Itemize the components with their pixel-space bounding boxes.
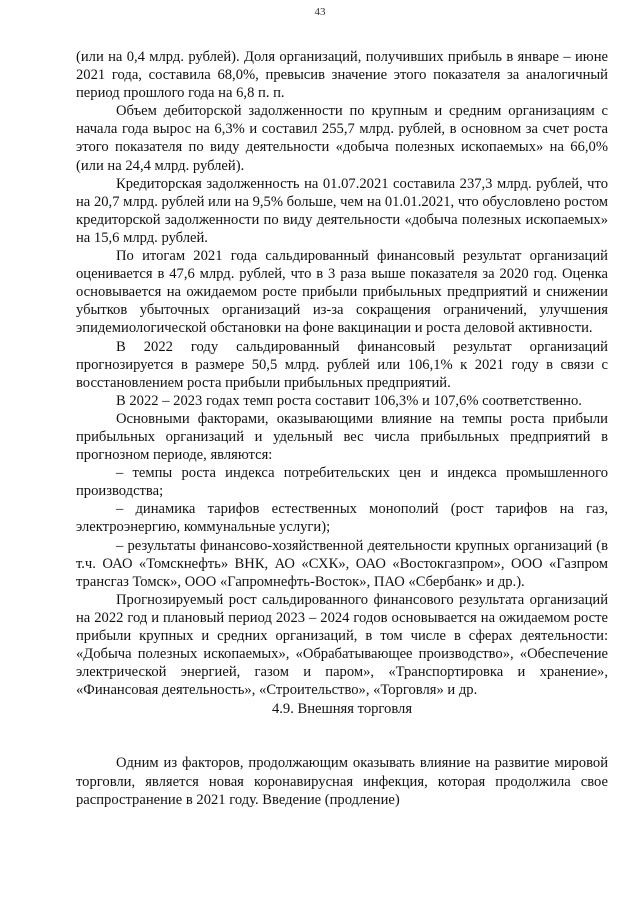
document-body [76,48,608,809]
paragraph-6: В 2022 – 2023 годах темп роста составит 106,3% и 107,6% соответственно. [116,392,582,409]
section-heading: 4.9. Внешняя торговля [271,701,413,718]
page-number: 43 [314,6,326,18]
paragraph-7: Основными факторами, оказывающими влияние на темпы роста прибыли прибыльных организаций и удельный вес числа прибыльных предприятий в прогнозном периоде, являются: [76,410,608,464]
paragraph-5: В 2022 году сальдированный финансовый результат организаций прогнозируется в размере 50,5 млрд. рублей или 106,1% к 2021 году в связи с восстановлением роста прибыли прибыльных предприятий. [76,338,608,391]
paragraph-4: По итогам 2021 года сальдированный финансовый результат организаций оценивается в 47,6 млрд. рублей, что в 3 раза выше показателя за 2020 год. Оценка основывается на ожидаемом росте прибыли прибыльных предприятий и снижении убытков убыточных организаций из-за сокращения ограничений, улучшения эпидемиологической обстановки на фоне вакцинации и роста деловой активности. [76,248,608,337]
section-gap [76,718,608,754]
paragraph-2: Объем дебиторской задолженности по крупным и средним организациям с начала года вырос на 6,3% и составил 255,7 млрд. рублей, в основном за счет роста этого показателя по виду деятельности «добыча полезных ископаемых» на 66,0% (или на 24,4 млрд. рублей). [76,103,608,174]
list-item-3: – результаты финансово-хозяйственной деятельности крупных организаций (в т.ч. ОАО «Томскнефть» ВНК, АО «СХК», ОАО «Востокгазпром», ООО «Газпром трансгаз Томск», ООО «Гапромнефть-Восток», ПАО «Сбербанк» и др.). [76,537,608,590]
list-item-2: – динамика тарифов естественных монополий (рост тарифов на газ, электроэнергию, коммунальные услуги); [76,501,608,536]
paragraph-9: Одним из факторов, продолжающим оказывать влияние на развитие мировой торговли, является новая коронавирусная инфекция, которая продолжила свое распространение в 2021 году. Введение (продление) [76,755,608,808]
paragraph-1: (или на 0,4 млрд. рублей). Доля организаций, получивших прибыль в январе – июне 2021 года, составила 68,0%, превысив значение этого показателя за аналогичный период прошлого года на 6,8 п. п. [76,49,608,102]
list-item-1: – темпы роста индекса потребительских цен и индекса промышленного производства; [76,465,608,500]
paragraph-8: Прогнозируемый рост сальдированного финансового результата организаций на 2022 год и плановый период 2023 – 2024 годов основывается на ожидаемом росте прибыли крупных и средних организаций, в том числе в сферах деятельности: «Добыча полезных ископаемых», «Обрабатывающее производство», «Обеспечение электрической энергией, газом и паром», «Транспортировка и хранение», «Финансовая деятельность», «Строительство», «Торговля» и др. [76,591,608,699]
paragraph-3: Кредиторская задолженность на 01.07.2021 составила 237,3 млрд. рублей, что на 20,7 млрд. рублей или на 9,5% больше, чем на 01.01.2021, что обусловлено ростом кредиторской задолженности по виду деятельности «добыча полезных ископаемых» на 15,6 млрд. рублей. [76,175,608,246]
